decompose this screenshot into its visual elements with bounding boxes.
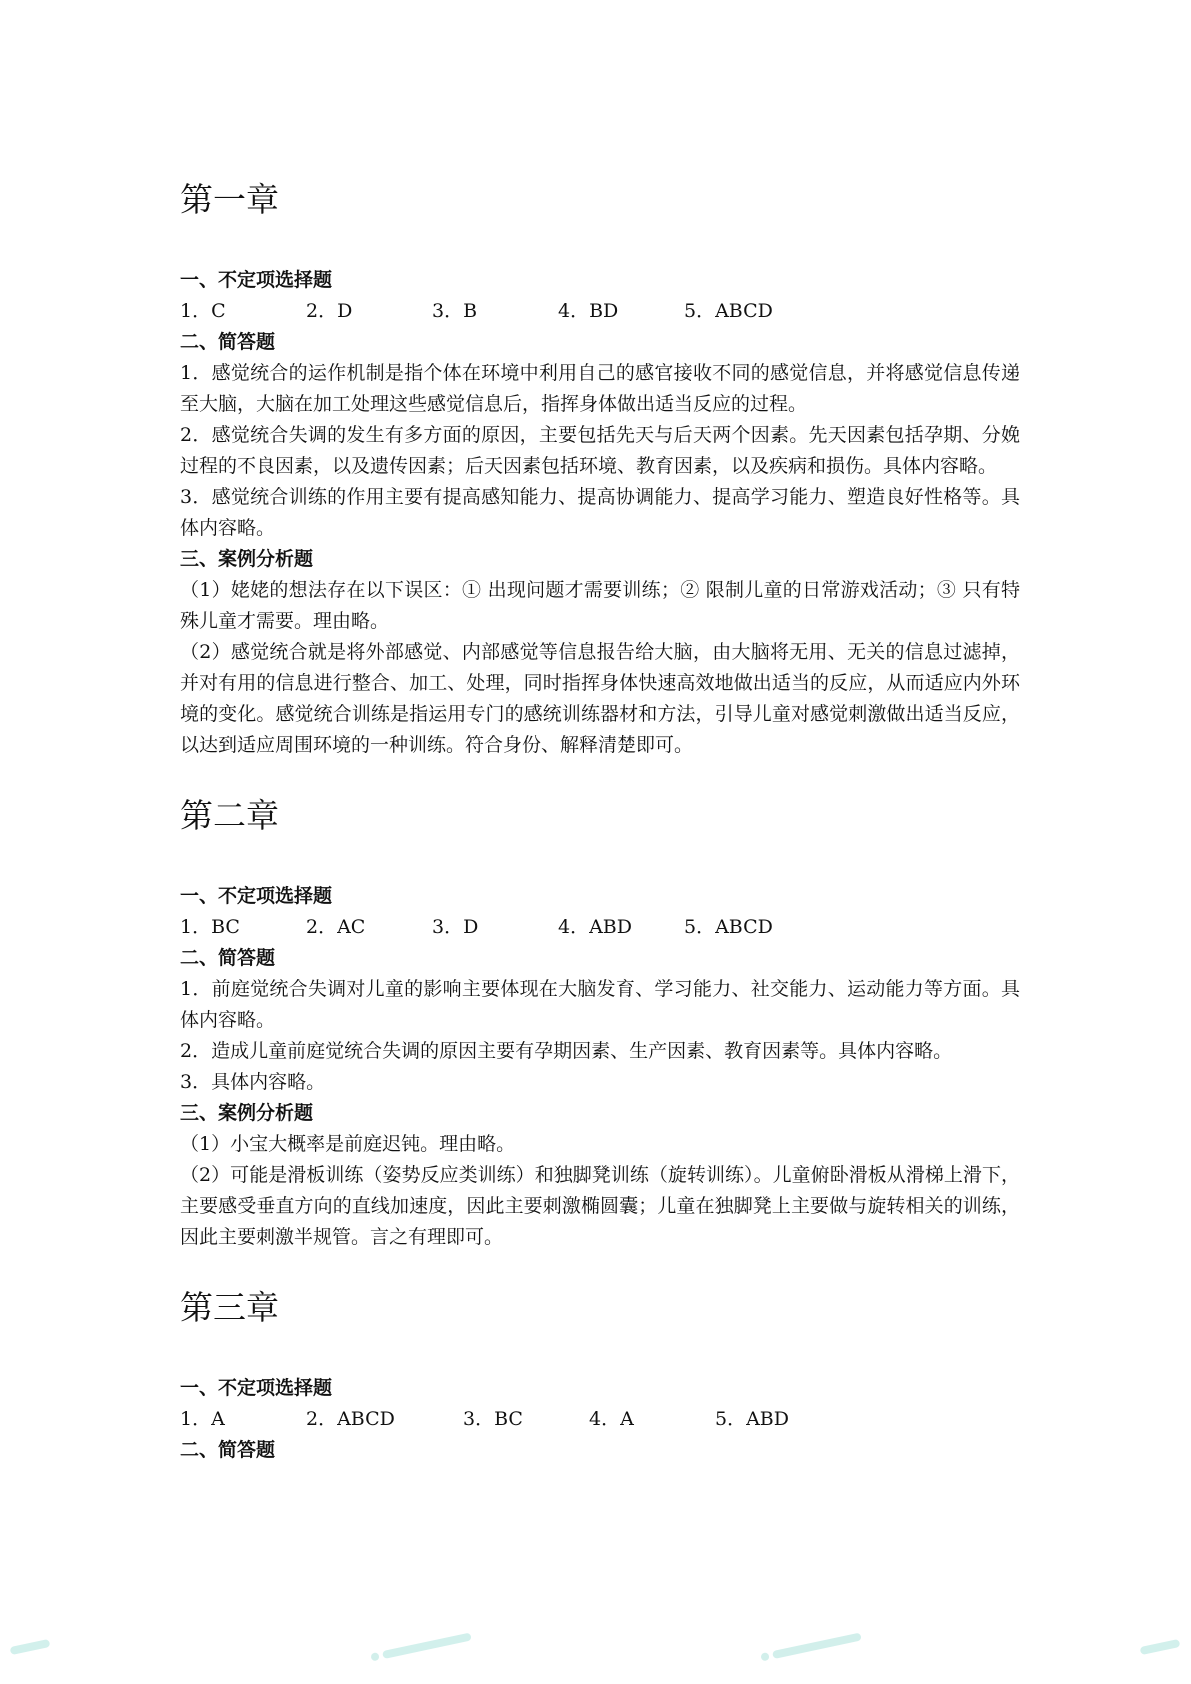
short-answer-heading: 二、简答题 [180,1439,276,1461]
short-answer: 1．感觉统合的运作机制是指个体在环境中利用自己的感官接收不同的感觉信息，并将感觉信息传递至大脑，大脑在加工处理这些感觉信息后，指挥身体做出适当反应的过程。 [180,362,1020,415]
case-answer: （2）感觉统合就是将外部感觉、内部感觉等信息报告给大脑，由大脑将无用、无关的信息过滤掉，并对有用的信息进行整合、加工、处理，同时指挥身体快速高效地做出适当的反应，从而适应内外环境的变化。感觉统合训练是指运用专门的感统训练器材和方法，引导儿童对感觉刺激做出适当反应，以达到适应周围环境的一种训练。符合身份、解释清楚即可。 [180,641,1020,756]
chapter-2 [180,791,1020,1253]
watermark-dot [760,1652,769,1661]
answer: 5．ABCD [684,916,773,938]
answer: 3．B [432,300,478,322]
answer: 3．BC [463,1408,523,1430]
watermark-mark [10,1639,51,1655]
mcq-heading: 一、不定项选择题 [180,269,333,291]
answer: 1．BC [180,916,240,938]
short-answer: 3．感觉统合训练的作用主要有提高感知能力、提高协调能力、提高学习能力、塑造良好性格等。具体内容略。 [180,486,1020,539]
chapter-3 [180,1283,1020,1466]
chapter-title: 第二章 [180,796,279,835]
short-answer: 2．感觉统合失调的发生有多方面的原因，主要包括先天与后天两个因素。先天因素包括孕期、分娩过程的不良因素，以及遗传因素；后天因素包括环境、教育因素，以及疾病和损伤。具体内容略。 [180,424,1020,477]
answer: 2．AC [306,916,366,938]
watermark-mark [772,1632,862,1659]
watermark-logo [8,1631,52,1663]
answer: 2．D [306,300,353,322]
answer: 4．ABD [558,916,633,938]
mcq-answers [180,912,1020,943]
watermark-logo [1138,1631,1182,1663]
case-heading: 三、案例分析题 [180,1102,314,1124]
mcq-heading: 一、不定项选择题 [180,1377,333,1399]
answer: 4．A [589,1408,634,1430]
chapter-title: 第三章 [180,1288,279,1327]
answer: 5．ABCD [684,300,773,322]
short-answer-heading: 二、简答题 [180,947,276,969]
short-answer: 2．造成儿童前庭觉统合失调的原因主要有孕期因素、生产因素、教育因素等。具体内容略。 [180,1040,953,1062]
watermark-dot [370,1652,379,1661]
case-answer: （1）小宝大概率是前庭迟钝。理由略。 [180,1133,516,1155]
chapter-1 [180,175,1020,761]
document-content [180,175,1020,1496]
answer: 2．ABCD [306,1408,395,1430]
short-answer: 3．具体内容略。 [180,1071,326,1093]
answer: 4．BD [558,300,619,322]
mcq-answers [180,296,1020,327]
case-heading: 三、案例分析题 [180,548,314,570]
case-answer: （1）姥姥的想法存在以下误区：① 出现问题才需要训练；② 限制儿童的日常游戏活动；③ 只有特殊儿童才需要。理由略。 [180,579,1020,632]
chapter-title: 第一章 [180,180,279,219]
answer: 3．D [432,916,479,938]
short-answer-heading: 二、简答题 [180,331,276,353]
watermark-mark [1140,1639,1181,1655]
answer: 5．ABD [715,1408,790,1430]
mcq-answers [180,1404,1020,1435]
watermark-logo [759,1625,864,1670]
watermark-logo [369,1625,474,1670]
watermark-mark [382,1632,472,1659]
answer: 1．C [180,300,226,322]
mcq-heading: 一、不定项选择题 [180,885,333,907]
answer: 1．A [180,1408,225,1430]
case-answer: （2）可能是滑板训练（姿势反应类训练）和独脚凳训练（旋转训练）。儿童俯卧滑板从滑梯上滑下，主要感受垂直方向的直线加速度，因此主要刺激椭圆囊；儿童在独脚凳上主要做与旋转相关的训练，因此主要刺激半规管。言之有理即可。 [180,1164,1020,1248]
short-answer: 1．前庭觉统合失调对儿童的影响主要体现在大脑发育、学习能力、社交能力、运动能力等方面。具体内容略。 [180,978,1020,1031]
